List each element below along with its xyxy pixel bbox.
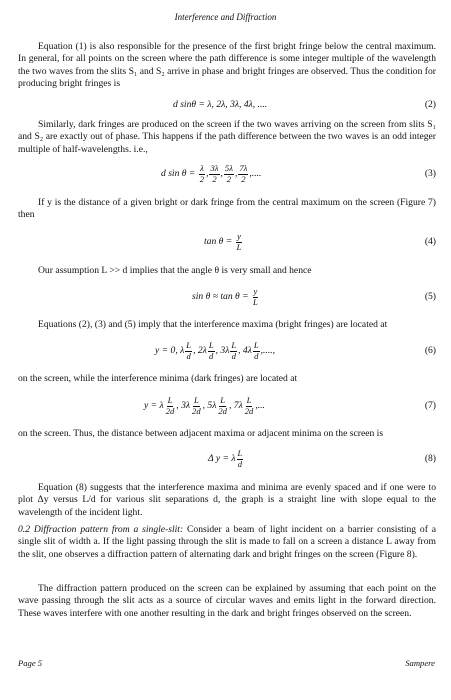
eq7-frac-3: $\frac{L}{2d}$ (218, 395, 227, 416)
equation-4-number: (4) (424, 235, 436, 247)
eq4-frac: $\frac{y}{L}$ (236, 231, 242, 252)
equation-8 (18, 444, 436, 474)
equation-2 (18, 93, 436, 117)
equation-3-number: (3) (424, 167, 436, 179)
eq3-tail: ,.... (249, 167, 262, 179)
equation-2-number: (2) (424, 98, 436, 110)
equation-3: d sin θ = $\frac{\lambda}{2}$ , $\frac{3\lambda}{2}$ , $\frac{5\lambda}{2}$ , $\frac{7\lambda}{2}$ ,.... (3) (161, 163, 436, 184)
eq8-frac: $\frac{L}{d}$ (237, 448, 243, 469)
paragraph-diffraction-explanation: The diffraction pattern produced on the screen can be explained by assuming that each point on the wave passing through the slit acts as a source of circular waves and emits light in the forward direction. These waves interfere with one another resulting in the dark and bright fringes observed on the screen. (18, 583, 436, 619)
eq7-frac-1: $\frac{L}{2d}$ (165, 395, 175, 416)
eq6-term-4: , 4λ (238, 344, 252, 356)
page-number: Page 5 (18, 658, 43, 668)
eq5-frac: $\frac{y}{L}$ (253, 286, 258, 307)
paragraph-fringe-distance: If y is the distance of a given bright or dark fringe from the central maximum on the screen (Figure 7) then (18, 197, 436, 221)
eq6-tail: ,...., (260, 344, 276, 356)
equation-7 (18, 391, 436, 421)
eq3-lhs: d sin θ = (161, 167, 196, 179)
author-name: Sampere (405, 658, 435, 668)
paragraph-slope: Equation (8) suggests that the interference maxima and minima are evenly spaced and if one were to plot Δy versus L/d for various slit separations d, the graph is a straight line with slope equal to the wavelength of the incident light. (18, 482, 436, 518)
equation-4 (18, 228, 436, 256)
section-heading-single-slit: 0.2 Diffraction pattern from a single-slit: (18, 524, 184, 535)
eq3-frac-2: $\frac{3\lambda}{2}$ (210, 163, 219, 184)
eq3-frac-3: $\frac{5\lambda}{2}$ (224, 163, 233, 184)
eq4-lhs: tan θ = (204, 235, 233, 247)
eq5-lhs: sin θ ≈ tan θ = (192, 290, 249, 302)
eq7-lhs: y = λ (144, 399, 164, 411)
equation-6-number: (6) (424, 344, 436, 356)
eq6-term-2: , 2λ (193, 344, 207, 356)
eq7-tail: ,... (255, 399, 265, 411)
paragraph-minima: on the screen, while the interference minima (dark fringes) are located at (18, 373, 298, 384)
paragraph-spacing: on the screen. Thus, the distance between adjacent maxima or adjacent minima on the screen is (18, 428, 384, 439)
eq6-frac-2: $\frac{L}{d}$ (208, 340, 214, 361)
page-header: Interference and Diffraction (174, 12, 277, 22)
eq7-term-4: , 7λ (228, 399, 243, 411)
equation-5 (18, 283, 436, 311)
equation-7-number: (7) (424, 399, 436, 411)
eq6-frac-3: $\frac{L}{d}$ (231, 340, 237, 361)
paragraph-single-slit (18, 524, 436, 561)
equation-6 (18, 337, 436, 365)
eq7-frac-2: $\frac{L}{2d}$ (192, 395, 201, 416)
equation-2-body: d sinθ = λ, 2λ, 3λ, 4λ, .... (173, 98, 268, 110)
eq7-term-2: , 3λ (176, 399, 191, 411)
paragraph-bright-fringes: Equation (1) is also responsible for the presence of the first bright fringe below the central maximum. In general, for all points on the screen where the path difference is some integer multiple of the wavelength the two waves from the slits S₁ and S₂ arrive in phase and bright fringes are observed. Thus the condition for producing bright fringes is (18, 41, 436, 90)
single-slit-text: Consider a beam of light incident on a barrier consisting of a single slit of width a. If the light passing through the slit is made to fall on a screen a distance L away from the slit, one observes a diffraction pattern of alternating dark and bright fringes on the screen (Figure 8). (18, 524, 436, 560)
eq6-term-3: , 3λ (215, 344, 230, 356)
eq3-frac-4: $\frac{7\lambda}{2}$ (239, 163, 248, 184)
eq8-lhs: Δ y = λ (208, 452, 236, 464)
eq3-frac-1: $\frac{\lambda}{2}$ (199, 163, 205, 184)
paragraph-dark-fringes: Similarly, dark fringes are produced on the screen if the two waves arriving on the screen from slits S₁ and S₂ are exactly out of phase. This happens if the path difference between the two waves is an odd integer multiple of half-wavelengths. i.e., (18, 119, 436, 155)
equation-5-number: (5) (424, 290, 436, 302)
eq6-frac-1: $\frac{L}{d}$ (186, 340, 192, 361)
equation-8-number: (8) (424, 452, 436, 464)
eq7-frac-4: $\frac{L}{2d}$ (244, 395, 254, 416)
paragraph-maxima: Equations (2), (3) and (5) imply that the interference maxima (bright fringes) are located at (38, 319, 388, 330)
eq6-frac-4: $\frac{L}{d}$ (253, 340, 259, 361)
paragraph-small-angle: Our assumption L >> d implies that the angle θ is very small and hence (38, 265, 312, 276)
eq7-term-3: , 5λ (202, 399, 217, 411)
eq6-lhs: y = 0, λ (155, 344, 185, 356)
